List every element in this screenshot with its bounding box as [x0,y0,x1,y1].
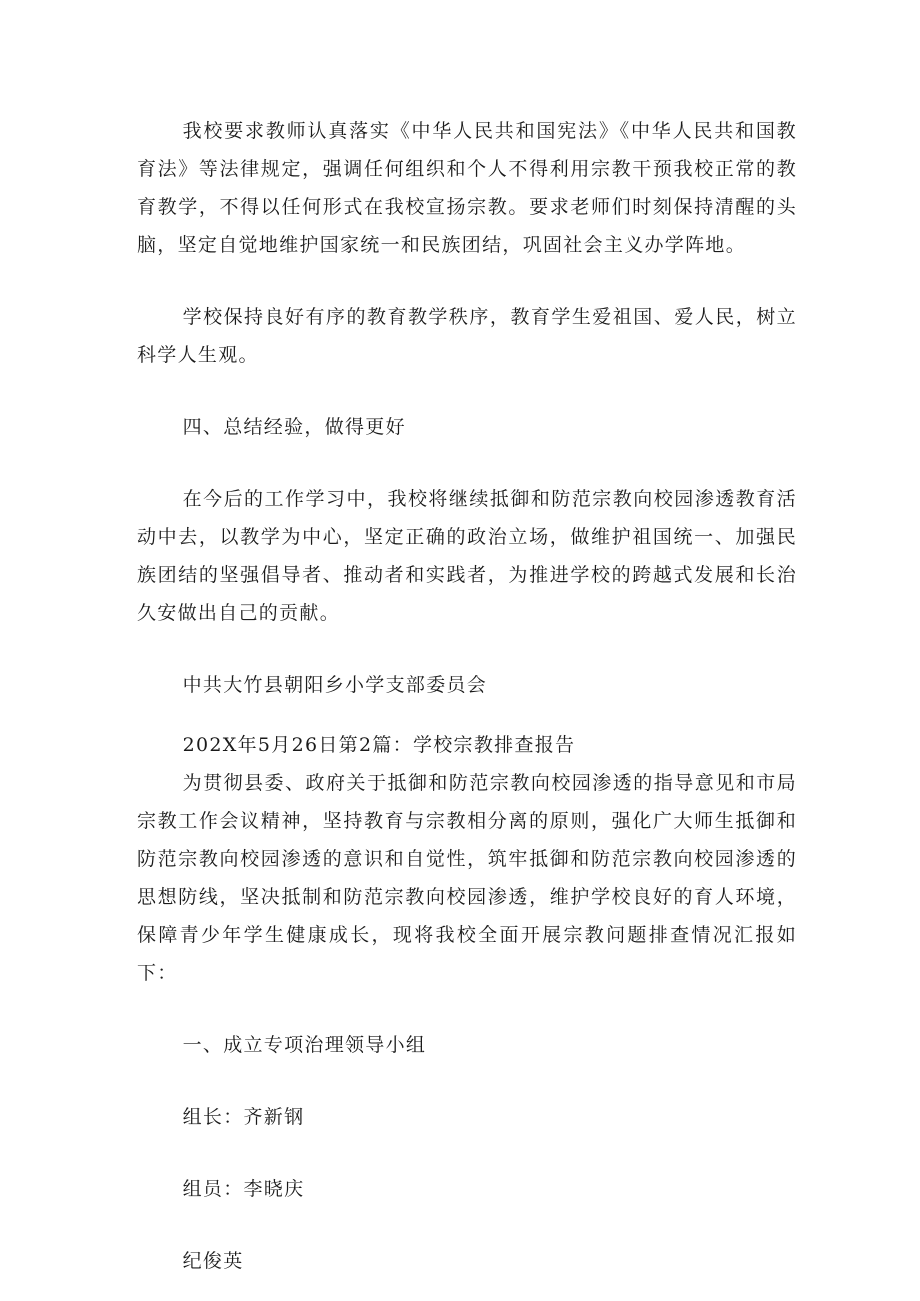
signature-org: 中共大竹县朝阳乡小学支部委员会 [182,674,488,696]
paragraph-future: 在今后的工作学习中，我校将继续抵御和防范宗教向校园渗透教育活动中去，以教学为中心，坚定正确的政治立场，做维护祖国统一、加强民族团结的坚强倡导者、推动者和实践者，为推进学校的跨越式发展和长治久安做出自己的贡献。 [137,488,797,624]
group-member-2: 纪俊英 [182,1250,244,1272]
paragraph-intro: 为贯彻县委、政府关于抵御和防范宗教向校园渗透的指导意见和市局宗教工作会议精神，坚持教育与宗教相分离的原则，强化广大师生抵御和防范宗教向校园渗透的意识和自觉性，筑牢抵御和防范宗教向校园渗透的思想防线，坚决抵制和防范宗教向校园渗透，维护学校良好的育人环境，保障青少年学生健康成长，现将我校全面开展宗教问题排查情况汇报如下： [137,772,797,984]
group-member: 组员：李晓庆 [182,1178,305,1200]
document-body [137,112,797,1280]
date-and-title: 202X年5月26日第2篇：学校宗教排查报告 [182,734,576,756]
paragraph-constitution: 我校要求教师认真落实《中华人民共和国宪法》《中华人民共和国教育法》等法律规定，强调任何组织和个人不得利用宗教干预我校正常的教育教学，不得以任何形式在我校宣扬宗教。要求老师们时刻保持清醒的头脑，坚定自觉地维护国家统一和民族团结，巩固社会主义办学阵地。 [137,120,797,256]
paragraph-order: 学校保持良好有序的教育教学秩序，教育学生爱祖国、爱人民，树立科学人生观。 [137,306,797,366]
heading-summary: 四、总结经验，做得更好 [182,416,406,438]
group-leader: 组长：齐新钢 [182,1106,305,1128]
heading-group: 一、成立专项治理领导小组 [182,1034,427,1056]
